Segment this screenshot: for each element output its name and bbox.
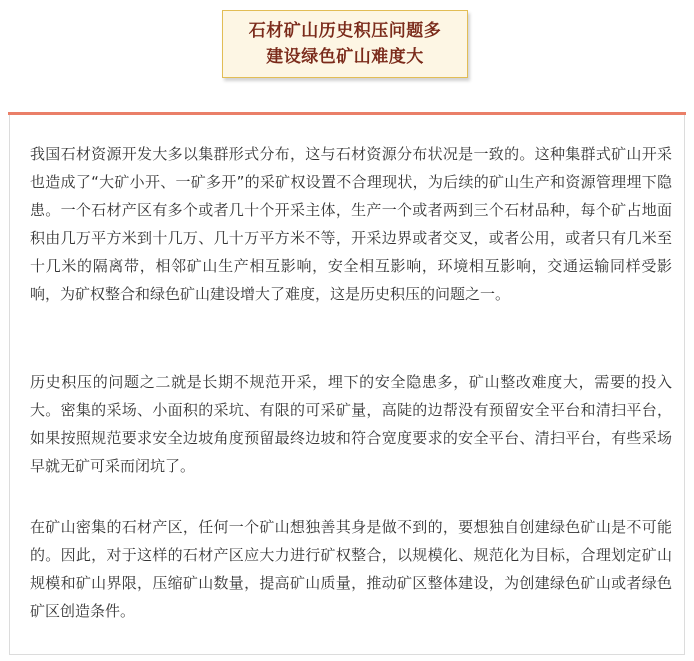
- article-title-box: [222, 10, 468, 78]
- body-paragraph-3: 在矿山密集的石材产区，任何一个矿山想独善其身是做不到的，要想独自创建绿色矿山是不可能的。因此，对于这样的石材产区应大力进行矿权整合，以规模化、规范化为目标，合理划定矿山规模和矿山界限，压缩矿山数量，提高矿山质量，推动矿区整体建设，为创建绿色矿山或者绿色矿区创造条件。: [30, 518, 672, 620]
- body-paragraph-2: 历史积压的问题之二就是长期不规范开采，埋下的安全隐患多，矿山整改难度大，需要的投入大。密集的采场、小面积的采坑、有限的可采矿量，高陡的边帮没有预留安全平台和清扫平台，如果按照规范要求安全边坡角度预留最终边坡和符合宽度要求的安全平台、清扫平台，有些采场早就无矿可采而闭坑了。: [30, 373, 672, 475]
- body-paragraph-1: 我国石材资源开发大多以集群形式分布，这与石材资源分布状况是一致的。这种集群式矿山开采也造成了“大矿小开、一矿多开”的采矿权设置不合理现状，为后续的矿山生产和资源管理埋下隐患。一个石材产区有多个或者几十个开采主体，生产一个或者两到三个石材品种，每个矿占地面积由几万平方米到十几万、几十万平方米不等，开采边界或者交叉，或者公用，或者只有几米至十几米的隔离带，相邻矿山生产相互影响，安全相互影响，环境相互影响，交通运输同样受影响，为矿权整合和绿色矿山建设增大了难度，这是历史积压的问题之一。: [30, 145, 672, 303]
- article-body-box: [9, 115, 685, 655]
- article-title-line-1: 石材矿山历史积压问题多: [248, 21, 442, 41]
- article-title-line-2: 建设绿色矿山难度大: [266, 47, 424, 67]
